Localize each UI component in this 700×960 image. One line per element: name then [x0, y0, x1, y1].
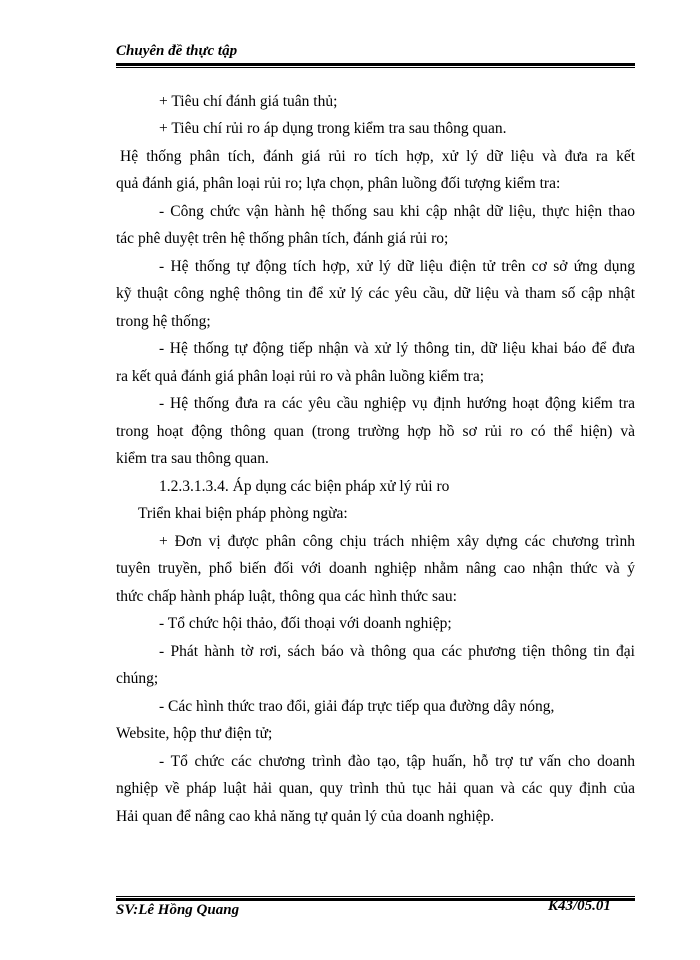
text-line: trong hệ thống; — [116, 313, 211, 330]
text-line: - Phát hành tờ rơi, sách báo và thông qua các phương tiện thông tin đại — [159, 643, 635, 660]
section-heading: 1.2.3.1.3.4. Áp dụng các biện pháp xử lý rủi ro — [159, 478, 450, 495]
header-rule-thin — [116, 67, 635, 68]
text-line: Hệ thống phân tích, đánh giá rủi ro tích hợp, xử lý dữ liệu và đưa ra kết — [120, 148, 635, 165]
footer-class-code: K43/05.01 — [548, 898, 611, 914]
text-line: - Các hình thức trao đổi, giải đáp trực tiếp qua đường dây nóng, — [159, 698, 555, 715]
text-line: Hải quan để nâng cao khả năng tự quản lý của doanh nghiệp. — [116, 808, 495, 825]
text-line: thức chấp hành pháp luật, thông qua các hình thức sau: — [116, 588, 457, 605]
text-line: + Đơn vị được phân công chịu trách nhiệm xây dựng các chương trình — [159, 533, 635, 550]
text-line: tuyên truyền, phổ biến đối với doanh nghiệp nhằm nâng cao nhận thức và ý — [116, 560, 635, 577]
text-line: nghiệp về pháp luật hải quan, quy trình thủ tục hải quan và các quy định của — [116, 780, 635, 797]
text-line: quả đánh giá, phân loại rủi ro; lựa chọn, phân luồng đối tượng kiểm tra: — [116, 175, 561, 192]
text-line: - Tổ chức các chương trình đào tạo, tập huấn, hỗ trợ tư vấn cho doanh — [159, 753, 635, 770]
header-rule-thick — [116, 63, 635, 66]
text-line: - Hệ thống tự động tiếp nhận và xử lý thông tin, dữ liệu khai báo để đưa — [159, 340, 635, 357]
text-line: Triển khai biện pháp phòng ngừa: — [138, 505, 348, 522]
text-line: Website, hộp thư điện tử; — [116, 725, 273, 742]
footer-rule-thin — [116, 896, 635, 897]
text-line: - Công chức vận hành hệ thống sau khi cập nhật dữ liệu, thực hiện thao — [159, 203, 635, 220]
page-header-title: Chuyên đề thực tập — [116, 43, 238, 59]
text-line: ra kết quả đánh giá phân loại rủi ro và phân luồng kiểm tra; — [116, 368, 485, 385]
footer-author: SV:Lê Hồng Quang — [116, 902, 240, 918]
text-line: tác phê duyệt trên hệ thống phân tích, đánh giá rủi ro; — [116, 230, 449, 247]
text-line: chúng; — [116, 670, 159, 687]
text-line: - Tổ chức hội thảo, đối thoại với doanh nghiệp; — [159, 615, 452, 632]
text-line: trong hoạt động thông quan (trong trường hợp hồ sơ rủi ro có thể hiện) và — [116, 423, 635, 440]
text-line: kỹ thuật công nghệ thông tin để xử lý các yêu cầu, dữ liệu và tham số cập nhật — [116, 285, 635, 302]
text-line: - Hệ thống đưa ra các yêu cầu nghiệp vụ định hướng hoạt động kiểm tra — [159, 395, 635, 412]
text-line: + Tiêu chí đánh giá tuân thủ; — [159, 93, 338, 110]
text-line: + Tiêu chí rủi ro áp dụng trong kiểm tra sau thông quan. — [159, 120, 507, 137]
text-line: kiểm tra sau thông quan. — [116, 450, 269, 467]
text-line: - Hệ thống tự động tích hợp, xử lý dữ liệu điện tử trên cơ sở ứng dụng — [159, 258, 635, 275]
